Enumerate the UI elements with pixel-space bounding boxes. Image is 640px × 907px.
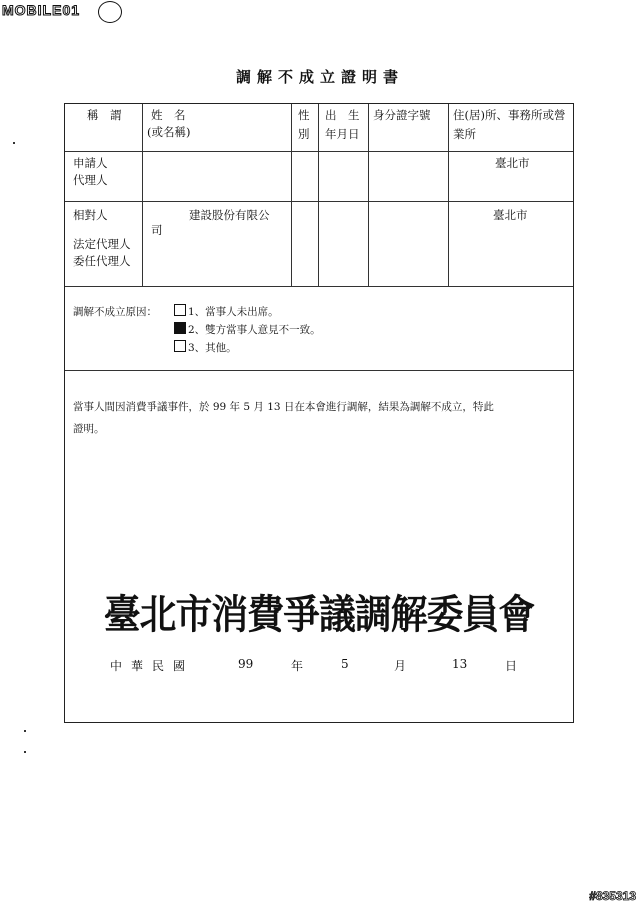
checkbox-empty-icon [174, 340, 186, 352]
respondent-name: 建設股份有限公 [189, 208, 270, 222]
checkbox-checked-icon [174, 322, 186, 334]
reason-option-3: 3、其他。 [174, 339, 237, 357]
respondent-address: 臺北市 [493, 208, 528, 222]
committee-seal: 臺北市消費爭議調解委員會 [103, 591, 535, 638]
date-day: 13 [452, 657, 468, 671]
col-divider [448, 104, 449, 286]
col-divider [142, 104, 143, 286]
brand-logo-icon [98, 1, 122, 23]
statement-line-2: 證明。 [73, 423, 105, 435]
scan-speck [13, 142, 15, 144]
header-id-number: 身分證字號 [373, 108, 431, 122]
date-day-unit: 日 [505, 659, 518, 673]
reason-option-2: 2、雙方當事人意見不一致。 [174, 321, 321, 339]
date-month-unit: 月 [394, 659, 407, 673]
col-divider [291, 104, 292, 286]
header-name: 姓 名 [151, 108, 186, 122]
role-applicant: 申請人 [73, 156, 108, 170]
header-name-alt: (或名稱) [147, 125, 191, 139]
reason-option-1: 1、當事人未出席。 [174, 303, 279, 321]
brand-logo: MOBILE01 [2, 2, 81, 18]
header-address: 住(居)所、事務所或營業所 [453, 108, 566, 141]
date-era: 中華民國 [110, 659, 195, 673]
reasons-divider [65, 370, 573, 371]
respondent-name-cont: 司 [151, 223, 163, 237]
reasons-label: 調解不成立原因： [73, 306, 157, 318]
header-birth: 出 生年月日 [325, 108, 360, 141]
party-table-bottom [65, 286, 573, 287]
col-divider [318, 104, 319, 286]
checkbox-empty-icon [174, 304, 186, 316]
role-appointed-agent: 委任代理人 [73, 254, 131, 268]
document-title: 調解不成立證明書 [235, 68, 404, 86]
date-year: 99 [238, 657, 254, 671]
scan-speck [24, 751, 26, 753]
applicant-address: 臺北市 [495, 156, 530, 170]
role-legal-representative: 法定代理人 [73, 237, 131, 251]
role-respondent: 相對人 [73, 208, 108, 222]
date-year-unit: 年 [291, 659, 304, 673]
role-agent: 代理人 [73, 173, 108, 187]
post-id-watermark: #835313 [589, 889, 636, 903]
header-gender: 性別 [298, 108, 310, 141]
header-designation: 稱 謂 [87, 108, 122, 122]
scan-speck [24, 730, 26, 732]
date-month: 5 [341, 657, 349, 671]
statement-line: 當事人間因消費爭議事件，於 99 年 5 月 13 日在本會進行調解，結果為調解不成立，特此 [73, 401, 494, 413]
